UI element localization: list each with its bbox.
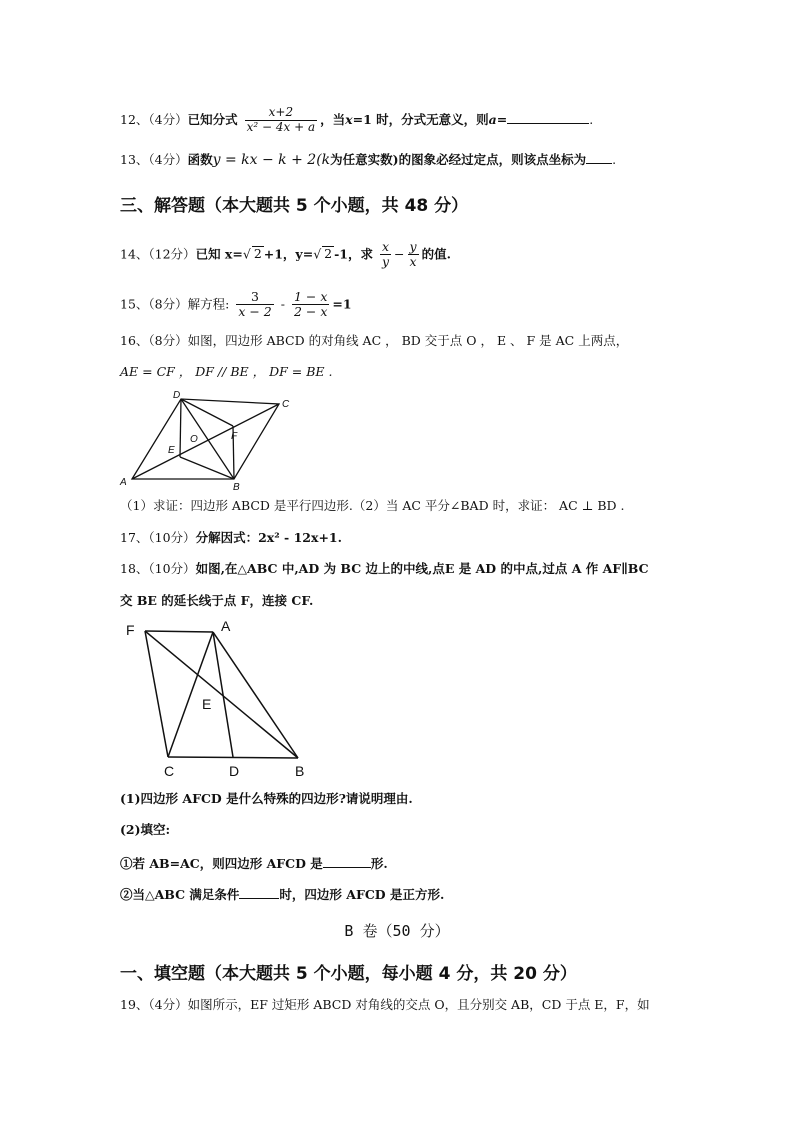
label-c: C: [282, 399, 290, 410]
label-o: O: [190, 434, 198, 445]
question-points: （4分）: [148, 997, 188, 1012]
question-points: （12分）: [148, 246, 196, 262]
question-number: 18、: [120, 561, 149, 576]
question-12: [120, 106, 593, 135]
fraction-denominator: x: [409, 254, 417, 270]
segment-fb: [145, 631, 298, 758]
label-c: C: [164, 763, 175, 779]
part-b-title: B 卷（50 分）: [344, 922, 450, 940]
question-14: [120, 240, 451, 270]
question-points: （8分）: [148, 333, 188, 348]
label-e: E: [202, 696, 212, 712]
label-d: D: [229, 763, 240, 779]
question-text: =1 时，分式无意义，则: [352, 111, 489, 127]
fraction: [245, 106, 318, 135]
question-text: -1，求: [334, 246, 373, 262]
question-number: 14、: [120, 246, 149, 262]
question-points: （8分）: [148, 296, 188, 312]
question-text: =1: [332, 296, 352, 312]
answer-blank: [239, 887, 279, 899]
question-text: 如图，四边形 ABCD 的对角线 AC ， BD 交于点 O ， E 、 F 是 AC 上两点，: [187, 333, 629, 348]
answer-blank: [586, 152, 612, 164]
question-number: 19、: [120, 997, 149, 1012]
question-text: 的值.: [421, 246, 451, 262]
question-18: [120, 563, 649, 576]
question-13: [120, 152, 616, 167]
question-18-part2: (2)填空:: [120, 822, 171, 837]
fraction-numerator: y: [409, 239, 417, 254]
question-17: [120, 532, 342, 545]
question-19: [120, 999, 650, 1012]
label-b: B: [295, 763, 305, 779]
sqrt-radicand: 2: [324, 246, 333, 262]
variable: x: [345, 111, 353, 127]
question-number: 12、: [120, 111, 149, 127]
question-points: （10分）: [148, 530, 196, 545]
fraction-numerator: x+2: [245, 106, 318, 121]
segment-be: [180, 457, 234, 479]
fraction-denominator: x² − 4x + a: [246, 119, 316, 134]
diagonal-bd: [181, 399, 234, 479]
question-18-fill1: [120, 856, 388, 871]
triangle-figure: [118, 616, 313, 781]
question-text: .: [589, 111, 594, 127]
label-d: D: [173, 390, 181, 401]
segment-fc: [145, 631, 168, 757]
fraction: [408, 240, 419, 270]
fraction: [236, 290, 273, 320]
question-text: ，当: [320, 111, 346, 127]
question-text: 形.: [370, 856, 388, 871]
question-text: 为任意实数)的图象必经过定点，则该点坐标为: [330, 152, 587, 167]
variable: a: [488, 111, 497, 127]
question-text: 分解因式：: [195, 530, 259, 545]
question-points: （4分）: [148, 111, 188, 127]
question-text: 函数: [187, 152, 213, 167]
label-a: A: [221, 618, 231, 634]
question-text: ②当△ABC 满足条件: [120, 887, 240, 902]
question-number: 13、: [120, 152, 149, 167]
question-18-fill2: [120, 887, 444, 902]
sqrt-symbol: √: [313, 246, 322, 262]
answer-blank: [507, 112, 589, 124]
segment-df: [181, 399, 233, 426]
segment-ac: [168, 632, 213, 757]
minus-sign: -: [280, 296, 285, 312]
segment-de: [180, 399, 181, 457]
question-text: =: [496, 111, 508, 127]
section-heading: 三、解答题（本大题共 5 个小题，共 48 分）: [120, 196, 469, 216]
fraction: [380, 240, 391, 270]
formula: y = kx − k + 2(k: [212, 152, 331, 168]
fraction-numerator: x: [381, 239, 390, 254]
question-points: （4分）: [148, 152, 188, 167]
segment-ab: [213, 632, 298, 758]
question-text: ①若 AB=AC，则四边形 AFCD 是: [120, 856, 323, 871]
fraction-denominator: 2 − x: [293, 304, 328, 320]
question-points: （10分）: [148, 561, 196, 576]
question-18-line2: 交 BE 的延长线于点 F，连接 CF.: [120, 593, 314, 608]
fraction-numerator: 3: [236, 290, 273, 305]
question-text: 已知 x=: [195, 246, 243, 262]
question-number: 15、: [120, 296, 149, 312]
fraction: [292, 290, 329, 320]
fraction-numerator: 1 − x: [293, 289, 328, 304]
question-number: 16、: [120, 333, 149, 348]
label-b: B: [233, 482, 240, 493]
question-15: [120, 290, 352, 320]
label-a: A: [120, 477, 127, 488]
question-text: 已知分式: [187, 111, 238, 127]
segment-fa: [145, 631, 213, 632]
sqrt-symbol: √: [242, 246, 251, 262]
parallelogram-figure: [112, 388, 312, 493]
question-number: 17、: [120, 530, 149, 545]
question-text: 如图所示，EF 过矩形 ABCD 对角线的交点 O，且分别交 AB，CD 于点 E，F，如: [187, 997, 650, 1012]
fraction-denominator: x − 2: [238, 304, 272, 320]
question-text: 解方程:: [187, 296, 230, 312]
question-16: [120, 335, 628, 348]
question-text: +1，y=: [263, 246, 314, 262]
segment-ad: [213, 632, 233, 757]
label-f: F: [126, 622, 135, 638]
question-16-conditions: AE = CF ， DF // BE ， DF = BE .: [120, 364, 333, 379]
answer-blank: [323, 856, 371, 868]
question-16-subparts: （1）求证：四边形 ABCD 是平行四边形.（2）当 AC 平分∠BAD 时，求证： AC ⊥ BD .: [120, 498, 625, 513]
question-text: 时，四边形 AFCD 是正方形.: [279, 887, 445, 902]
question-text: 如图,在△ABC 中,AD 为 BC 边上的中线,点E 是 AD 的中点,过点 A 作 AF∥BC: [195, 561, 649, 576]
question-text: .: [612, 152, 617, 167]
expression: 2x² - 12x+1.: [258, 530, 342, 545]
segment-cb: [168, 757, 298, 758]
minus-sign: −: [394, 246, 405, 262]
sqrt-radicand: 2: [253, 246, 262, 262]
section-heading: 一、填空题（本大题共 5 个小题，每小题 4 分，共 20 分）: [120, 964, 577, 984]
question-18-part1: (1)四边形 AFCD 是什么特殊的四边形?请说明理由.: [120, 791, 413, 806]
label-e: E: [168, 445, 175, 456]
fraction-denominator: y: [381, 254, 390, 270]
label-f: F: [231, 431, 238, 442]
